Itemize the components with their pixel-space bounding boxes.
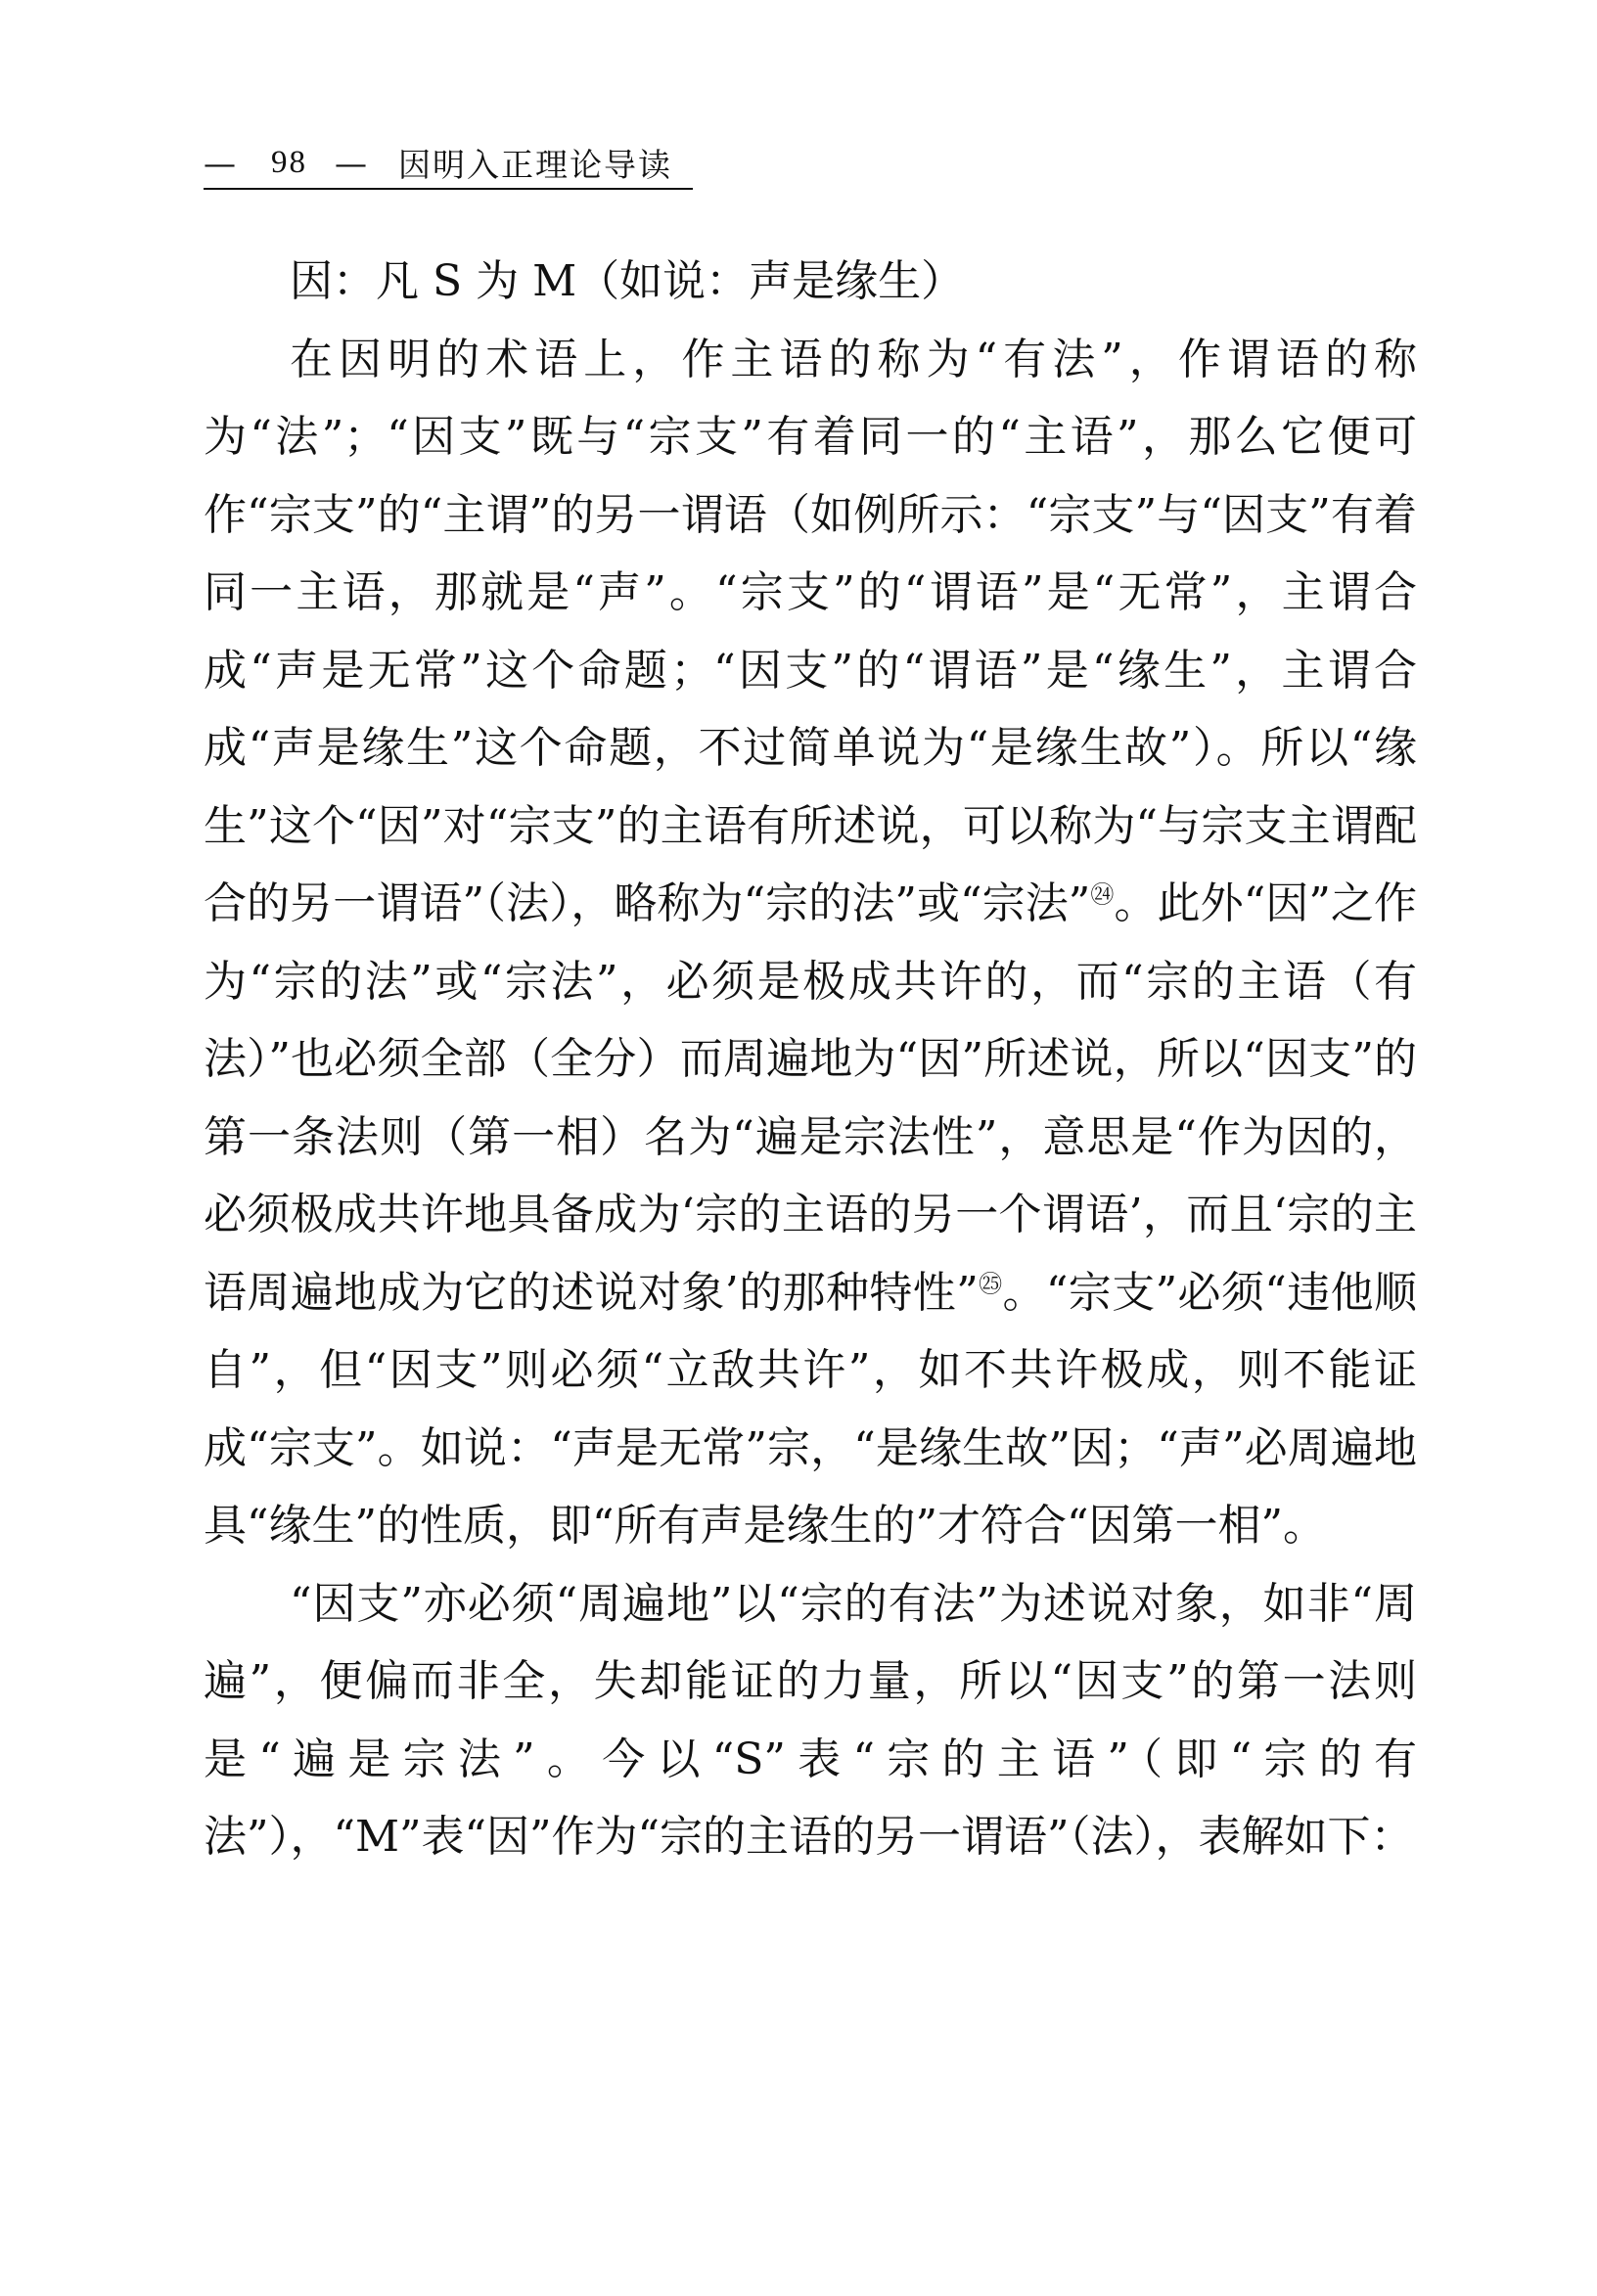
body-text: [204, 243, 1417, 1876]
paragraph-terminology: [204, 321, 1417, 1565]
paragraph-text: 在因明的术语上，作主语的称为“有法”，作谓语的称为“法”；“因支”既与“宗支”有着同一的“主语”，那么它便可作“宗支”的“主谓”的另一谓语（如例所示：“宗支”与“因支”有着同一主语，那就是“声”。“宗支”的“谓语”是“无常”，主谓合成“声是无常”这个命题；“因支”的“谓语”是“缘生”，主谓合成“声是缘生”这个命题，不过简单说为“是缘生故”）。所以“缘生”这个“因”对“宗支”的主语有所述说，可以称为“与宗支主谓配合的另一谓语”（法），略称为“宗的法”或“宗法”: [204, 334, 1417, 928]
running-header: [204, 137, 693, 188]
paragraph-text: 因：凡 S 为 M（如说：声是缘生）: [290, 256, 965, 306]
paragraph-text: “因支”亦必须“周遍地”以“宗的有法”为述说对象，如非“周遍”，便偏而非全，失却能证的力量，所以“因支”的第一法则是“遍是宗法”。今以“S”表“宗的主语”（即“宗的有法”），“M”表“因”作为“宗的主语的另一谓语”（法），表解如下：: [204, 1578, 1417, 1862]
header-rule: [204, 188, 693, 190]
header-dash-left: —: [204, 143, 238, 182]
paragraph-reason-statement: [204, 243, 1417, 321]
footnote-ref-25[interactable]: ㉕: [978, 1269, 1003, 1297]
page-number: 98: [271, 144, 307, 180]
paragraph-first-rule: [204, 1565, 1417, 1876]
paragraph-text-end: 。“宗支”必须“违他顺自”，但“因支”则必须“立敌共许”，如不共许极成，则不能证成“宗支”。如说：“声是无常”宗，“是缘生故”因；“声”必周遍地具“缘生”的性质，即“所有声是缘生的”才符合“因第一相”。: [204, 1267, 1418, 1551]
book-title: 因明入正理论导读: [398, 145, 672, 184]
header-dash-right: —: [335, 143, 369, 182]
paragraph-text-continued: 。此外“因”之作为“宗的法”或“宗法”，必须是极成共许的，而“宗的主语（有法）”也必须全部（全分）而周遍地为“因”所述说，所以“因支”的第一条法则（第一相）名为“遍是宗法性”，意思是“作为因的，必须极成共许地具备成为‘宗的主语的另一个谓语’，而且‘宗的主语周遍地成为它的述说对象’的那种特性”: [204, 878, 1417, 1318]
footnote-ref-24[interactable]: ㉔: [1090, 880, 1115, 909]
